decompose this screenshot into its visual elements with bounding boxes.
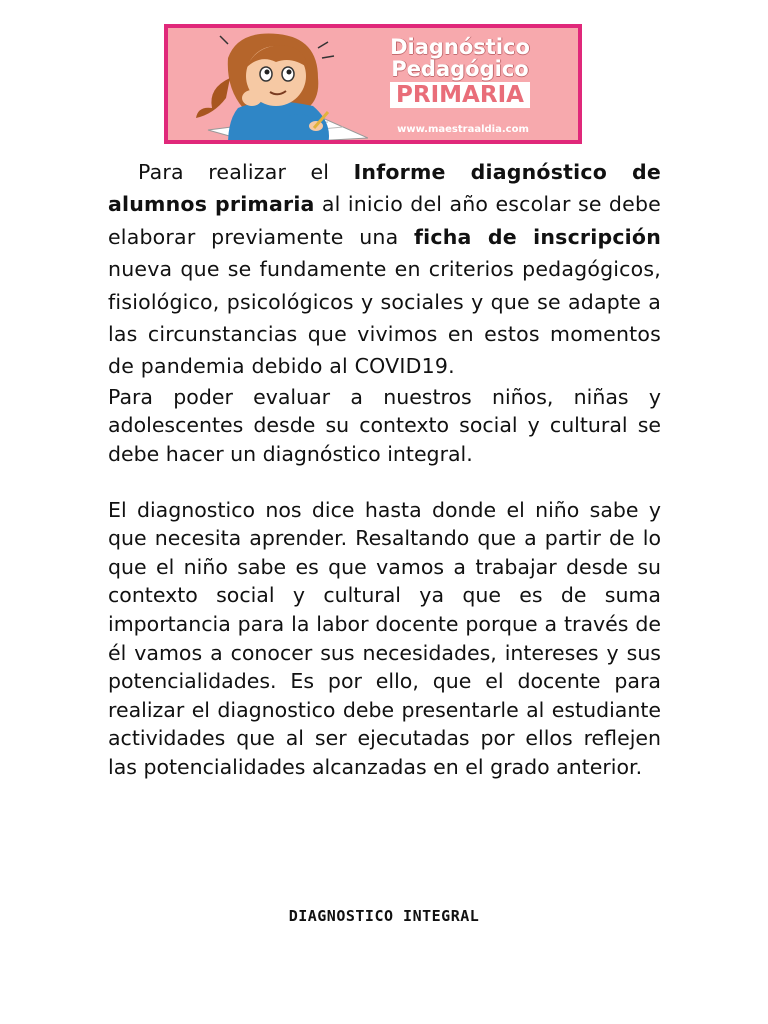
header-banner bbox=[164, 24, 582, 144]
intro-text-2: al inicio del año escolar se debe elaborar previamente una bbox=[108, 192, 661, 249]
intro-text-1: Para realizar el bbox=[138, 160, 354, 184]
banner-title-line1: Diagnóstico bbox=[390, 35, 530, 59]
evaluation-paragraph: Para poder evaluar a nuestros niños, niñas y adolescentes desde su contexto social y cultural se debe hacer un diagnóstico integral. bbox=[108, 384, 661, 467]
intro-bold-report: Informe diagnóstico de alumnos primaria bbox=[108, 160, 661, 217]
banner-title bbox=[362, 36, 558, 108]
banner-url: www.maestraaldia.com bbox=[397, 124, 529, 135]
banner-title-line2: Pedagógico bbox=[391, 57, 529, 81]
intro-text-3: nueva que se fundamente en criterios pedagógicos, fisiológico, psicológicos y sociales y que se adapte a las circunstancias que vivimos en estos momentos de pandemia debido al COVID19. bbox=[108, 257, 661, 379]
intro-paragraph bbox=[108, 156, 661, 383]
diagnosis-paragraph: El diagnostico nos dice hasta donde el niño sabe y que necesita aprender. Resaltando que a partir de lo que el niño sabe es que vamos a trabajar desde su contexto social y cultural ya que es de suma importancia para la labor docente porque a través de él vamos a conocer sus necesidades, intereses y sus potencialidades. Es por ello, que el docente para realizar el diagnostico debe presentarle al estudiante actividades que al ser ejecutadas por ellos reflejen las potencialidades alcanzadas en el grado anterior. bbox=[108, 497, 661, 779]
document-body bbox=[108, 156, 661, 782]
girl-writing-icon bbox=[168, 28, 368, 144]
banner-title-primaria: PRIMARIA bbox=[390, 82, 530, 108]
intro-bold-form: ficha de inscripción bbox=[414, 224, 661, 249]
section-heading: DIAGNOSTICO INTEGRAL bbox=[288, 907, 480, 925]
